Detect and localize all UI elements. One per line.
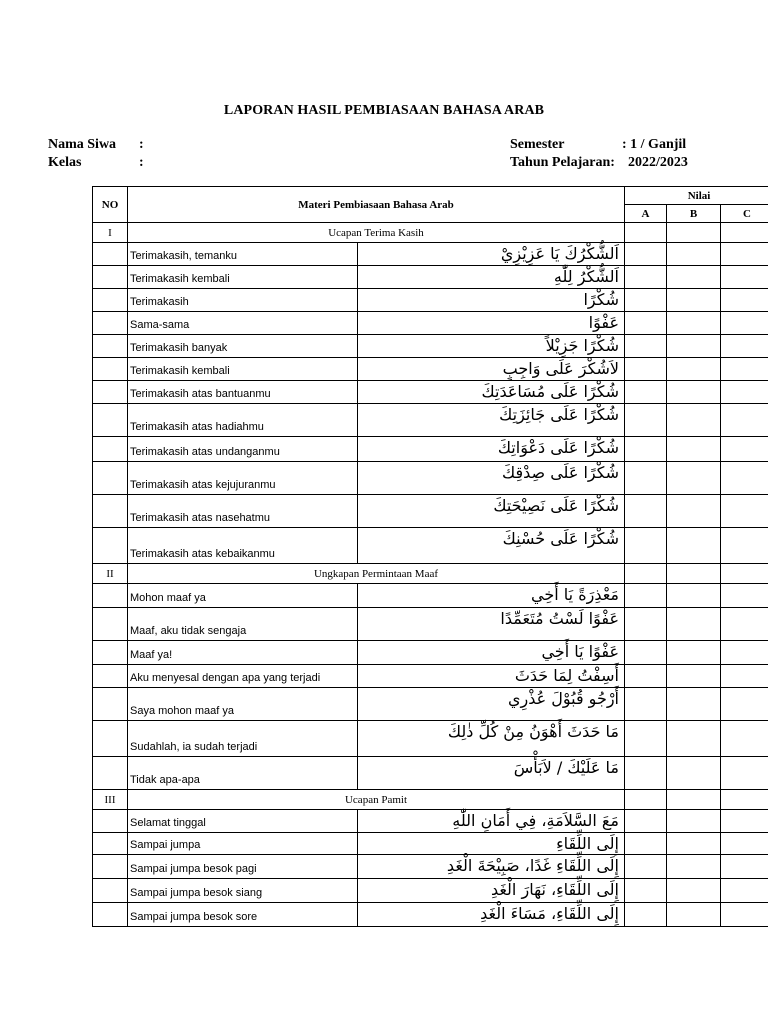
score-c-cell[interactable] xyxy=(721,462,768,495)
section-number: II xyxy=(93,564,128,584)
score-b-cell[interactable] xyxy=(667,312,721,335)
table-row xyxy=(93,404,768,437)
score-a-cell[interactable] xyxy=(625,833,667,855)
nama-siswa-field xyxy=(48,136,116,154)
table-row xyxy=(93,903,768,927)
semester-value: : 1 / Ganjil xyxy=(622,137,687,152)
section-header-row xyxy=(93,223,768,243)
row-number-cell xyxy=(93,757,128,790)
row-number-cell xyxy=(93,721,128,757)
indonesian-phrase: Terimakasih atas hadiahmu xyxy=(128,404,358,437)
section-title: Ucapan Pamit xyxy=(128,790,625,810)
score-b-cell[interactable] xyxy=(667,437,721,462)
score-a-cell[interactable] xyxy=(625,266,667,289)
table-row xyxy=(93,312,768,335)
row-number-cell xyxy=(93,289,128,312)
score-b-cell[interactable] xyxy=(667,404,721,437)
score-a-cell[interactable] xyxy=(625,462,667,495)
col-c-header: C xyxy=(721,205,768,223)
indonesian-phrase: Sampai jumpa besok siang xyxy=(128,879,358,903)
score-a-cell[interactable] xyxy=(625,879,667,903)
indonesian-phrase: Terimakasih kembali xyxy=(128,266,358,289)
arabic-phrase: اَلشُّكْرُكَ يَا عَزِيْزِيْ xyxy=(358,243,625,266)
row-number-cell xyxy=(93,584,128,608)
col-a-header: A xyxy=(625,205,667,223)
arabic-phrase: عَفْوًا لَسْتُ مُتَعَمِّدًا xyxy=(358,608,625,641)
kelas-colon: : xyxy=(139,155,144,170)
score-c-cell[interactable] xyxy=(721,584,768,608)
score-c-cell[interactable] xyxy=(721,879,768,903)
indonesian-phrase: Saya mohon maaf ya xyxy=(128,688,358,721)
indonesian-phrase: Terimakasih atas bantuanmu xyxy=(128,381,358,404)
row-number-cell xyxy=(93,641,128,665)
arabic-phrase: شُكْرًا عَلَى جَائِزَتِكَ xyxy=(358,404,625,437)
score-c-cell[interactable] xyxy=(721,721,768,757)
table-row xyxy=(93,879,768,903)
table-row xyxy=(93,665,768,688)
table-row xyxy=(93,495,768,528)
arabic-phrase: شُكْرًا xyxy=(358,289,625,312)
row-number-cell xyxy=(93,437,128,462)
score-c-cell[interactable] xyxy=(721,289,768,312)
indonesian-phrase: Selamat tinggal xyxy=(128,810,358,833)
score-b-cell[interactable] xyxy=(667,335,721,358)
indonesian-phrase: Terimakasih atas kebaikanmu xyxy=(128,528,358,564)
score-a-cell[interactable] xyxy=(625,564,667,584)
col-materi-header: Materi Pembiasaan Bahasa Arab xyxy=(128,187,625,223)
score-c-cell[interactable] xyxy=(721,358,768,381)
score-c-cell[interactable] xyxy=(721,495,768,528)
score-b-cell[interactable] xyxy=(667,757,721,790)
col-no-header: NO xyxy=(93,187,128,223)
score-b-cell[interactable] xyxy=(667,641,721,665)
arabic-phrase: إِلَى اللِّقَاءِ، مَسَاءَ الْغَدِ xyxy=(358,903,625,927)
row-number-cell xyxy=(93,381,128,404)
score-a-cell[interactable] xyxy=(625,810,667,833)
table-row xyxy=(93,462,768,495)
indonesian-phrase: Terimakasih atas undanganmu xyxy=(128,437,358,462)
score-c-cell[interactable] xyxy=(721,335,768,358)
table-row xyxy=(93,608,768,641)
score-b-cell[interactable] xyxy=(667,790,721,810)
row-number-cell xyxy=(93,404,128,437)
score-a-cell[interactable] xyxy=(625,790,667,810)
row-number-cell xyxy=(93,335,128,358)
col-nilai-header: Nilai xyxy=(625,187,768,205)
section-title: Ungkapan Permintaan Maaf xyxy=(128,564,625,584)
arabic-phrase: مَعَ السَّلاَمَةِ، فِي أَمَانِ اللّٰهِ xyxy=(358,810,625,833)
score-a-cell[interactable] xyxy=(625,243,667,266)
score-c-cell[interactable] xyxy=(721,266,768,289)
table-row xyxy=(93,289,768,312)
indonesian-phrase: Terimakasih kembali xyxy=(128,358,358,381)
arabic-phrase: شُكْرًا عَلَى دَعْوَاتِكَ xyxy=(358,437,625,462)
table-row xyxy=(93,528,768,564)
table-row xyxy=(93,721,768,757)
table-row xyxy=(93,335,768,358)
indonesian-phrase: Terimakasih atas nasehatmu xyxy=(128,495,358,528)
score-a-cell[interactable] xyxy=(625,495,667,528)
score-c-cell[interactable] xyxy=(721,790,768,810)
arabic-phrase: شُكْرًا عَلَى حُسْنِكَ xyxy=(358,528,625,564)
score-b-cell[interactable] xyxy=(667,528,721,564)
table-row xyxy=(93,266,768,289)
score-b-cell[interactable] xyxy=(667,358,721,381)
score-a-cell[interactable] xyxy=(625,289,667,312)
score-c-cell[interactable] xyxy=(721,688,768,721)
score-c-cell[interactable] xyxy=(721,437,768,462)
score-c-cell[interactable] xyxy=(721,404,768,437)
arabic-phrase: عَفْوًا يَا أَخِي xyxy=(358,641,625,665)
section-title: Ucapan Terima Kasih xyxy=(128,223,625,243)
table-row xyxy=(93,243,768,266)
col-b-header: B xyxy=(667,205,721,223)
row-number-cell xyxy=(93,855,128,879)
row-number-cell xyxy=(93,688,128,721)
score-a-cell[interactable] xyxy=(625,757,667,790)
report-title: LAPORAN HASIL PEMBIASAAN BAHASA ARAB xyxy=(223,103,545,118)
score-a-cell[interactable] xyxy=(625,903,667,927)
score-c-cell[interactable] xyxy=(721,312,768,335)
score-b-cell[interactable] xyxy=(667,810,721,833)
semester-label: Semester xyxy=(510,137,565,152)
score-a-cell[interactable] xyxy=(625,404,667,437)
row-number-cell xyxy=(93,243,128,266)
arabic-phrase: إِلَى اللِّقَاءِ xyxy=(358,833,625,855)
section-number: III xyxy=(93,790,128,810)
score-a-cell[interactable] xyxy=(625,665,667,688)
row-number-cell xyxy=(93,903,128,927)
tahun-label: Tahun Pelajaran: xyxy=(510,155,615,170)
score-b-cell[interactable] xyxy=(667,223,721,243)
arabic-phrase: مَا عَلَيْكَ / لاَبَأْسَ xyxy=(358,757,625,790)
score-b-cell[interactable] xyxy=(667,564,721,584)
indonesian-phrase: Mohon maaf ya xyxy=(128,584,358,608)
indonesian-phrase: Sudahlah, ia sudah terjadi xyxy=(128,721,358,757)
score-a-cell[interactable] xyxy=(625,584,667,608)
arabic-phrase: مَعْذِرَةً يَا أَخِي xyxy=(358,584,625,608)
score-c-cell[interactable] xyxy=(721,641,768,665)
table-row xyxy=(93,641,768,665)
score-c-cell[interactable] xyxy=(721,903,768,927)
score-a-cell[interactable] xyxy=(625,335,667,358)
indonesian-phrase: Terimakasih banyak xyxy=(128,335,358,358)
score-b-cell[interactable] xyxy=(667,903,721,927)
indonesian-phrase: Terimakasih atas kejujuranmu xyxy=(128,462,358,495)
row-number-cell xyxy=(93,266,128,289)
indonesian-phrase: Terimakasih, temanku xyxy=(128,243,358,266)
arabic-phrase: لاَشُكْرَ عَلَى وَاجِبٍ xyxy=(358,358,625,381)
score-a-cell[interactable] xyxy=(625,855,667,879)
row-number-cell xyxy=(93,665,128,688)
score-a-cell[interactable] xyxy=(625,641,667,665)
score-b-cell[interactable] xyxy=(667,665,721,688)
score-a-cell[interactable] xyxy=(625,437,667,462)
arabic-phrase: عَفْوًا xyxy=(358,312,625,335)
score-b-cell[interactable] xyxy=(667,879,721,903)
row-number-cell xyxy=(93,358,128,381)
table-row xyxy=(93,810,768,833)
nama-siswa-label: Nama Siwa xyxy=(48,137,117,152)
score-c-cell[interactable] xyxy=(721,223,768,243)
indonesian-phrase: Aku menyesal dengan apa yang terjadi xyxy=(128,665,358,688)
table-row xyxy=(93,584,768,608)
arabic-phrase: شُكْرًا عَلَى صِدْقِكَ xyxy=(358,462,625,495)
score-b-cell[interactable] xyxy=(667,495,721,528)
section-header-row xyxy=(93,564,768,584)
score-b-cell[interactable] xyxy=(667,721,721,757)
score-b-cell[interactable] xyxy=(667,833,721,855)
score-b-cell[interactable] xyxy=(667,243,721,266)
indonesian-phrase: Sampai jumpa besok sore xyxy=(128,903,358,927)
arabic-phrase: أَسِفْتُ لِمَا حَدَثَ xyxy=(358,665,625,688)
arabic-phrase: شُكْرًا جَزِيْلاً xyxy=(358,335,625,358)
kelas-label: Kelas xyxy=(48,155,82,170)
score-c-cell[interactable] xyxy=(721,243,768,266)
indonesian-phrase: Terimakasih xyxy=(128,289,358,312)
score-c-cell[interactable] xyxy=(721,810,768,833)
row-number-cell xyxy=(93,810,128,833)
arabic-phrase: مَا حَدَثَ أَهْوَنُ مِنْ كُلِّ ذٰلِكَ xyxy=(358,721,625,757)
score-a-cell[interactable] xyxy=(625,528,667,564)
row-number-cell xyxy=(93,312,128,335)
score-c-cell[interactable] xyxy=(721,833,768,855)
table-body xyxy=(93,223,768,927)
section-number: I xyxy=(93,223,128,243)
section-header-row xyxy=(93,790,768,810)
row-number-cell xyxy=(93,608,128,641)
tahun-value: 2022/2023 xyxy=(628,155,688,170)
arabic-phrase: أَرْجُو قُبُوْلَ عُذْرِي xyxy=(358,688,625,721)
table-row xyxy=(93,757,768,790)
score-a-cell[interactable] xyxy=(625,608,667,641)
score-c-cell[interactable] xyxy=(721,855,768,879)
table-row xyxy=(93,855,768,879)
score-b-cell[interactable] xyxy=(667,462,721,495)
score-b-cell[interactable] xyxy=(667,266,721,289)
indonesian-phrase: Maaf ya! xyxy=(128,641,358,665)
indonesian-phrase: Sampai jumpa besok pagi xyxy=(128,855,358,879)
row-number-cell xyxy=(93,833,128,855)
indonesian-phrase: Sampai jumpa xyxy=(128,833,358,855)
table-row xyxy=(93,833,768,855)
score-b-cell[interactable] xyxy=(667,608,721,641)
arabic-phrase: إِلَى اللِّقَاءِ، نَهَارَ الْغَدِ xyxy=(358,879,625,903)
score-c-cell[interactable] xyxy=(721,608,768,641)
score-a-cell[interactable] xyxy=(625,358,667,381)
score-a-cell[interactable] xyxy=(625,721,667,757)
score-b-cell[interactable] xyxy=(667,688,721,721)
table-row xyxy=(93,381,768,404)
arabic-phrase: شُكْرًا عَلَى نَصِيْحَتِكَ xyxy=(358,495,625,528)
score-c-cell[interactable] xyxy=(721,564,768,584)
score-b-cell[interactable] xyxy=(667,381,721,404)
indonesian-phrase: Sama-sama xyxy=(128,312,358,335)
report-table xyxy=(92,186,768,927)
table-row xyxy=(93,358,768,381)
table-row xyxy=(93,437,768,462)
score-b-cell[interactable] xyxy=(667,289,721,312)
score-a-cell[interactable] xyxy=(625,688,667,721)
row-number-cell xyxy=(93,462,128,495)
score-a-cell[interactable] xyxy=(625,312,667,335)
row-number-cell xyxy=(93,528,128,564)
nama-siswa-colon: : xyxy=(139,137,144,152)
row-number-cell xyxy=(93,495,128,528)
score-a-cell[interactable] xyxy=(625,381,667,404)
score-c-cell[interactable] xyxy=(721,757,768,790)
arabic-phrase: إِلَى اللِّقَاءِ غَدًا، صَبِيْحَةَ الْغَدِ xyxy=(358,855,625,879)
score-c-cell[interactable] xyxy=(721,381,768,404)
score-b-cell[interactable] xyxy=(667,855,721,879)
score-a-cell[interactable] xyxy=(625,223,667,243)
arabic-phrase: شُكْرًا عَلَى مُسَاعَدَتِكَ xyxy=(358,381,625,404)
score-c-cell[interactable] xyxy=(721,528,768,564)
indonesian-phrase: Maaf, aku tidak sengaja xyxy=(128,608,358,641)
table-row xyxy=(93,688,768,721)
kelas-field xyxy=(48,154,81,172)
row-number-cell xyxy=(93,879,128,903)
arabic-phrase: اَلشُّكْرُ لِلّٰهِ xyxy=(358,266,625,289)
indonesian-phrase: Tidak apa-apa xyxy=(128,757,358,790)
score-b-cell[interactable] xyxy=(667,584,721,608)
score-c-cell[interactable] xyxy=(721,665,768,688)
